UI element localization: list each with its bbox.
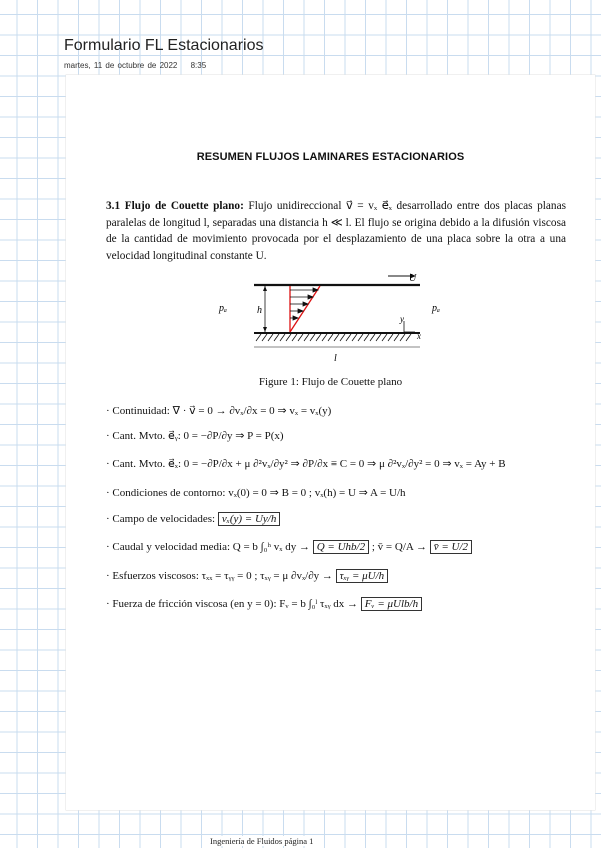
- label-pa-right: pₐ: [432, 303, 440, 314]
- equation-text: · Cant. Mvto. e⃗ᵧ: 0 = −∂P/∂y ⇒ P = P(x): [106, 430, 284, 442]
- boxed-result: v̄ = U/2: [430, 540, 472, 554]
- couette-flow-figure: [216, 271, 456, 371]
- wall-hatching: [256, 334, 411, 341]
- velocity-arrows: [290, 288, 318, 320]
- notebook-page-title[interactable]: Formulario FL Estacionarios: [64, 37, 264, 54]
- page-footer: Ingeniería de Fluidos página 1: [210, 836, 314, 846]
- equation-text: ; v̄ = Q/A →: [369, 541, 430, 553]
- label-pa-left: pₐ: [219, 303, 227, 314]
- figure-caption: Figure 1: Flujo de Couette plano: [258, 376, 403, 388]
- equation-friction-force: [106, 597, 422, 611]
- equation-velocity-field: [106, 512, 280, 526]
- boxed-result: τₓᵧ = μU/h: [336, 569, 389, 583]
- boxed-result: vₓ(y) = Uy/h: [218, 512, 281, 526]
- intro-text: Flujo unidireccional v⃗ = vₓ e⃗ₓ desarrollado entre dos placas planas paralelas de longitud l, separadas una distancia h ≪ l. El flujo se origina debido a la difusión viscosa de la cantidad de movimiento provocada por el desplazamiento de una placa sobre la otra a una velocidad longitudinal constante U.: [106, 200, 566, 262]
- label-u: U: [409, 273, 417, 284]
- equation-text: · Caudal y velocidad media: Q = b ∫₀ʰ vₓ dy →: [106, 541, 313, 553]
- equation-text: · Cant. Mvto. e⃗ₓ: 0 = −∂P/∂x + μ ∂²vₓ/∂y² ⇒ ∂P/∂x ≡ C = 0 ⇒ μ ∂²vₓ/∂y² = 0 ⇒ vₓ = Ay + B: [106, 458, 506, 470]
- equation-viscous-stress: [106, 569, 388, 583]
- section-title: 3.1 Flujo de Couette plano:: [106, 200, 244, 212]
- h-arrow-bottom: [263, 327, 267, 332]
- equation-continuity: [106, 404, 331, 417]
- label-h: h: [257, 305, 262, 316]
- equation-momentum-x: [106, 457, 506, 470]
- equation-text: · Campo de velocidades:: [106, 513, 218, 525]
- boxed-result: Fᵥ = μUlb/h: [361, 597, 422, 611]
- equation-text: · Esfuerzos viscosos: τₓₓ = τᵧᵧ = 0 ; τₓᵧ = μ ∂vₓ/∂y →: [106, 570, 336, 582]
- label-x: x: [417, 331, 421, 341]
- equation-text: · Condiciones de contorno: vₓ(0) = 0 ⇒ B = 0 ; vₓ(h) = U ⇒ A = U/h: [106, 487, 406, 499]
- document-heading: RESUMEN FLUJOS LAMINARES ESTACIONARIOS: [196, 151, 465, 163]
- equation-boundary-conditions: [106, 486, 406, 499]
- intro-paragraph: [106, 198, 566, 264]
- document-page: [66, 75, 595, 810]
- notebook-date: martes, 11 de octubre de 2022: [64, 61, 178, 70]
- linear-velocity-profile: [290, 286, 320, 332]
- equation-text: · Continuidad: ∇ · v⃗ = 0 → ∂vₓ/∂x = 0 ⇒ vₓ = vₓ(y): [106, 405, 332, 417]
- notebook-date-line: [64, 61, 206, 70]
- equation-momentum-y: [106, 429, 284, 442]
- equation-flow-rate: [106, 540, 472, 554]
- label-l: l: [334, 353, 337, 364]
- label-y: y: [400, 314, 404, 324]
- equation-text: · Fuerza de fricción viscosa (en y = 0): Fᵥ = b ∫₀ˡ τₓᵧ dx →: [106, 598, 361, 610]
- h-arrow-top: [263, 286, 267, 291]
- boxed-result: Q = Uhb/2: [313, 540, 369, 554]
- notebook-time: 8:35: [190, 61, 207, 70]
